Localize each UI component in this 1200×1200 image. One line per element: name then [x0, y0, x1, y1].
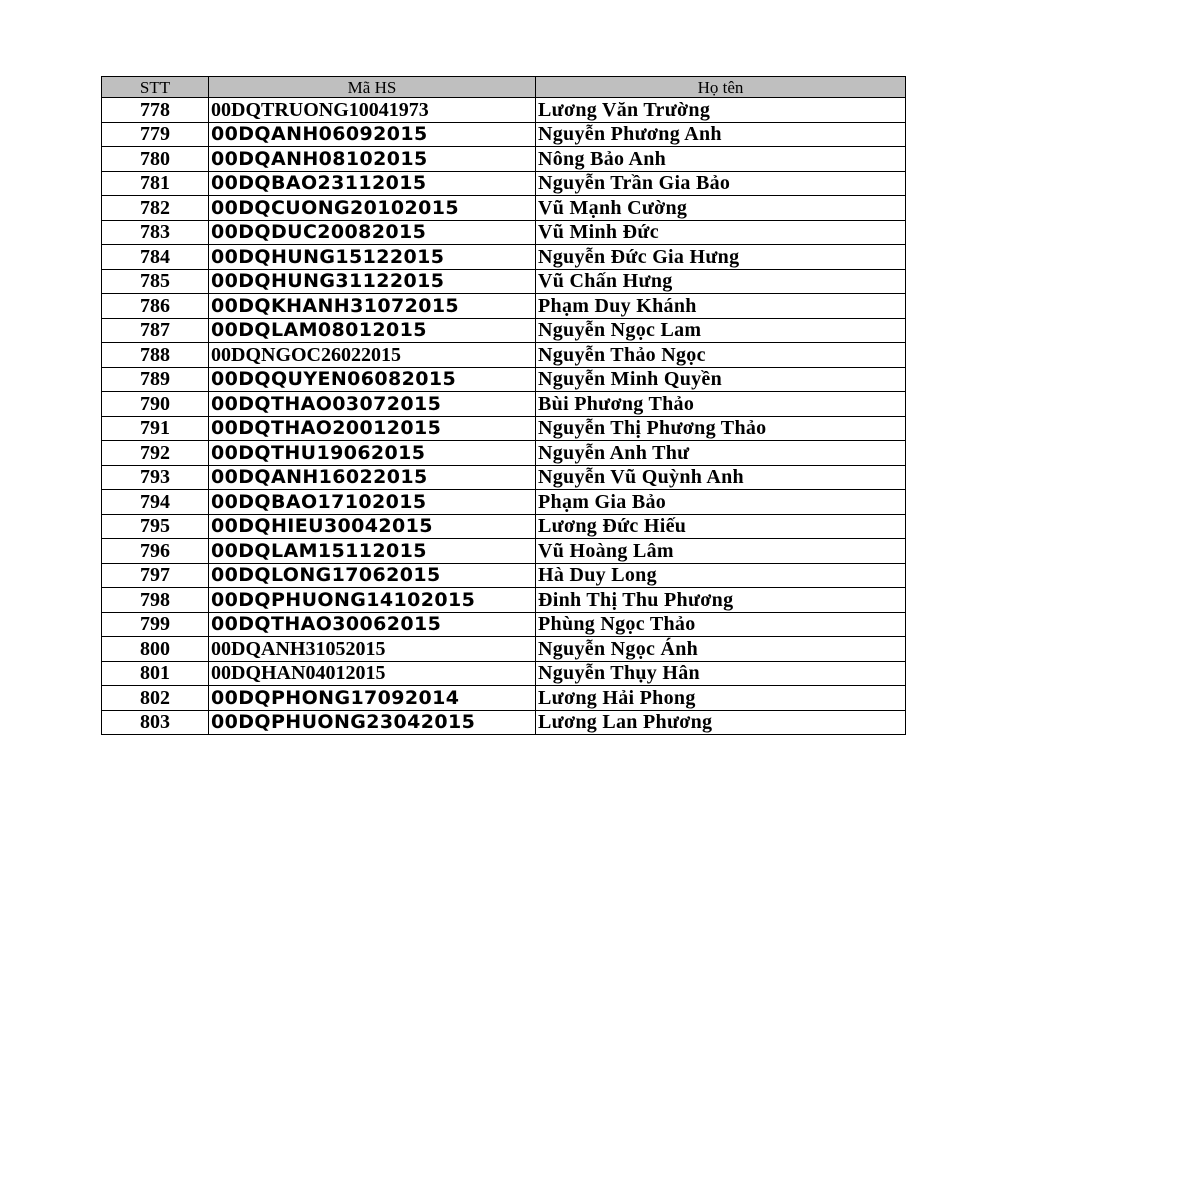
- cell-stt: 789: [102, 367, 209, 392]
- column-header-full-name: Họ tên: [536, 77, 906, 98]
- cell-stt: 782: [102, 196, 209, 221]
- cell-full-name: Vũ Hoàng Lâm: [536, 539, 906, 564]
- table-row: [102, 661, 906, 686]
- cell-stt: 785: [102, 269, 209, 294]
- cell-stt: 791: [102, 416, 209, 441]
- cell-student-code: 00DQPHUONG14102015: [209, 588, 536, 613]
- cell-full-name: Nguyễn Anh Thư: [536, 441, 906, 466]
- cell-stt: 799: [102, 612, 209, 637]
- table-row: [102, 392, 906, 417]
- cell-full-name: Nguyễn Trần Gia Bảo: [536, 171, 906, 196]
- cell-stt: 787: [102, 318, 209, 343]
- cell-stt: 783: [102, 220, 209, 245]
- cell-stt: 780: [102, 147, 209, 172]
- cell-stt: 781: [102, 171, 209, 196]
- cell-student-code: 00DQTHU19062015: [209, 441, 536, 466]
- cell-stt: 793: [102, 465, 209, 490]
- table-row: [102, 294, 906, 319]
- student-roster-table: [101, 76, 906, 735]
- cell-stt: 801: [102, 661, 209, 686]
- cell-student-code: 00DQHAN04012015: [209, 661, 536, 686]
- cell-student-code: 00DQANH31052015: [209, 637, 536, 662]
- cell-stt: 792: [102, 441, 209, 466]
- table-row: [102, 220, 906, 245]
- roster-body: [102, 98, 906, 735]
- cell-student-code: 00DQTRUONG10041973: [209, 98, 536, 123]
- cell-full-name: Bùi Phương Thảo: [536, 392, 906, 417]
- table-row: [102, 196, 906, 221]
- cell-full-name: Lương Văn Trường: [536, 98, 906, 123]
- cell-student-code: 00DQQUYEN06082015: [209, 367, 536, 392]
- table-row: [102, 637, 906, 662]
- cell-full-name: Nguyễn Đức Gia Hưng: [536, 245, 906, 270]
- cell-stt: 802: [102, 686, 209, 711]
- cell-student-code: 00DQNGOC26022015: [209, 343, 536, 368]
- column-header-student-code: Mã HS: [209, 77, 536, 98]
- cell-stt: 786: [102, 294, 209, 319]
- cell-full-name: Nguyễn Minh Quyền: [536, 367, 906, 392]
- cell-stt: 788: [102, 343, 209, 368]
- header-row: [102, 77, 906, 98]
- cell-student-code: 00DQHUNG31122015: [209, 269, 536, 294]
- cell-full-name: Nguyễn Thụy Hân: [536, 661, 906, 686]
- cell-student-code: 00DQLONG17062015: [209, 563, 536, 588]
- cell-full-name: Hà Duy Long: [536, 563, 906, 588]
- cell-stt: 784: [102, 245, 209, 270]
- cell-student-code: 00DQTHAO30062015: [209, 612, 536, 637]
- cell-student-code: 00DQPHUONG23042015: [209, 710, 536, 735]
- table-row: [102, 563, 906, 588]
- table-row: [102, 686, 906, 711]
- cell-full-name: Lương Đức Hiếu: [536, 514, 906, 539]
- cell-student-code: 00DQBAO17102015: [209, 490, 536, 515]
- cell-full-name: Phùng Ngọc Thảo: [536, 612, 906, 637]
- cell-stt: 803: [102, 710, 209, 735]
- cell-student-code: 00DQTHAO20012015: [209, 416, 536, 441]
- table-row: [102, 367, 906, 392]
- cell-student-code: 00DQKHANH31072015: [209, 294, 536, 319]
- cell-full-name: Nguyễn Thảo Ngọc: [536, 343, 906, 368]
- cell-stt: 796: [102, 539, 209, 564]
- table-row: [102, 98, 906, 123]
- cell-stt: 798: [102, 588, 209, 613]
- cell-student-code: 00DQANH08102015: [209, 147, 536, 172]
- cell-full-name: Lương Hải Phong: [536, 686, 906, 711]
- table-row: [102, 490, 906, 515]
- cell-student-code: 00DQHUNG15122015: [209, 245, 536, 270]
- cell-student-code: 00DQANH06092015: [209, 122, 536, 147]
- cell-full-name: Nông Bảo Anh: [536, 147, 906, 172]
- table-row: [102, 465, 906, 490]
- cell-full-name: Nguyễn Thị Phương Thảo: [536, 416, 906, 441]
- table-row: [102, 441, 906, 466]
- cell-full-name: Nguyễn Phương Anh: [536, 122, 906, 147]
- table-row: [102, 514, 906, 539]
- cell-student-code: 00DQBAO23112015: [209, 171, 536, 196]
- cell-stt: 794: [102, 490, 209, 515]
- cell-full-name: Vũ Mạnh Cường: [536, 196, 906, 221]
- cell-stt: 795: [102, 514, 209, 539]
- table-row: [102, 318, 906, 343]
- cell-full-name: Đinh Thị Thu Phương: [536, 588, 906, 613]
- cell-student-code: 00DQCUONG20102015: [209, 196, 536, 221]
- table-row: [102, 416, 906, 441]
- cell-stt: 790: [102, 392, 209, 417]
- column-header-stt: STT: [102, 77, 209, 98]
- table-row: [102, 171, 906, 196]
- table-row: [102, 269, 906, 294]
- table-row: [102, 588, 906, 613]
- cell-full-name: Nguyễn Ngọc Ánh: [536, 637, 906, 662]
- cell-full-name: Vũ Minh Đức: [536, 220, 906, 245]
- cell-student-code: 00DQLAM15112015: [209, 539, 536, 564]
- cell-stt: 797: [102, 563, 209, 588]
- table-row: [102, 343, 906, 368]
- cell-full-name: Nguyễn Vũ Quỳnh Anh: [536, 465, 906, 490]
- cell-stt: 779: [102, 122, 209, 147]
- cell-full-name: Phạm Gia Bảo: [536, 490, 906, 515]
- cell-full-name: Vũ Chấn Hưng: [536, 269, 906, 294]
- table-row: [102, 539, 906, 564]
- cell-stt: 778: [102, 98, 209, 123]
- student-roster-sheet: [101, 76, 906, 735]
- cell-student-code: 00DQDUC20082015: [209, 220, 536, 245]
- cell-student-code: 00DQLAM08012015: [209, 318, 536, 343]
- table-row: [102, 612, 906, 637]
- cell-full-name: Nguyễn Ngọc Lam: [536, 318, 906, 343]
- cell-student-code: 00DQANH16022015: [209, 465, 536, 490]
- table-row: [102, 147, 906, 172]
- table-row: [102, 122, 906, 147]
- cell-student-code: 00DQTHAO03072015: [209, 392, 536, 417]
- table-row: [102, 710, 906, 735]
- cell-full-name: Phạm Duy Khánh: [536, 294, 906, 319]
- cell-student-code: 00DQHIEU30042015: [209, 514, 536, 539]
- cell-student-code: 00DQPHONG17092014: [209, 686, 536, 711]
- table-row: [102, 245, 906, 270]
- cell-full-name: Lương Lan Phương: [536, 710, 906, 735]
- cell-stt: 800: [102, 637, 209, 662]
